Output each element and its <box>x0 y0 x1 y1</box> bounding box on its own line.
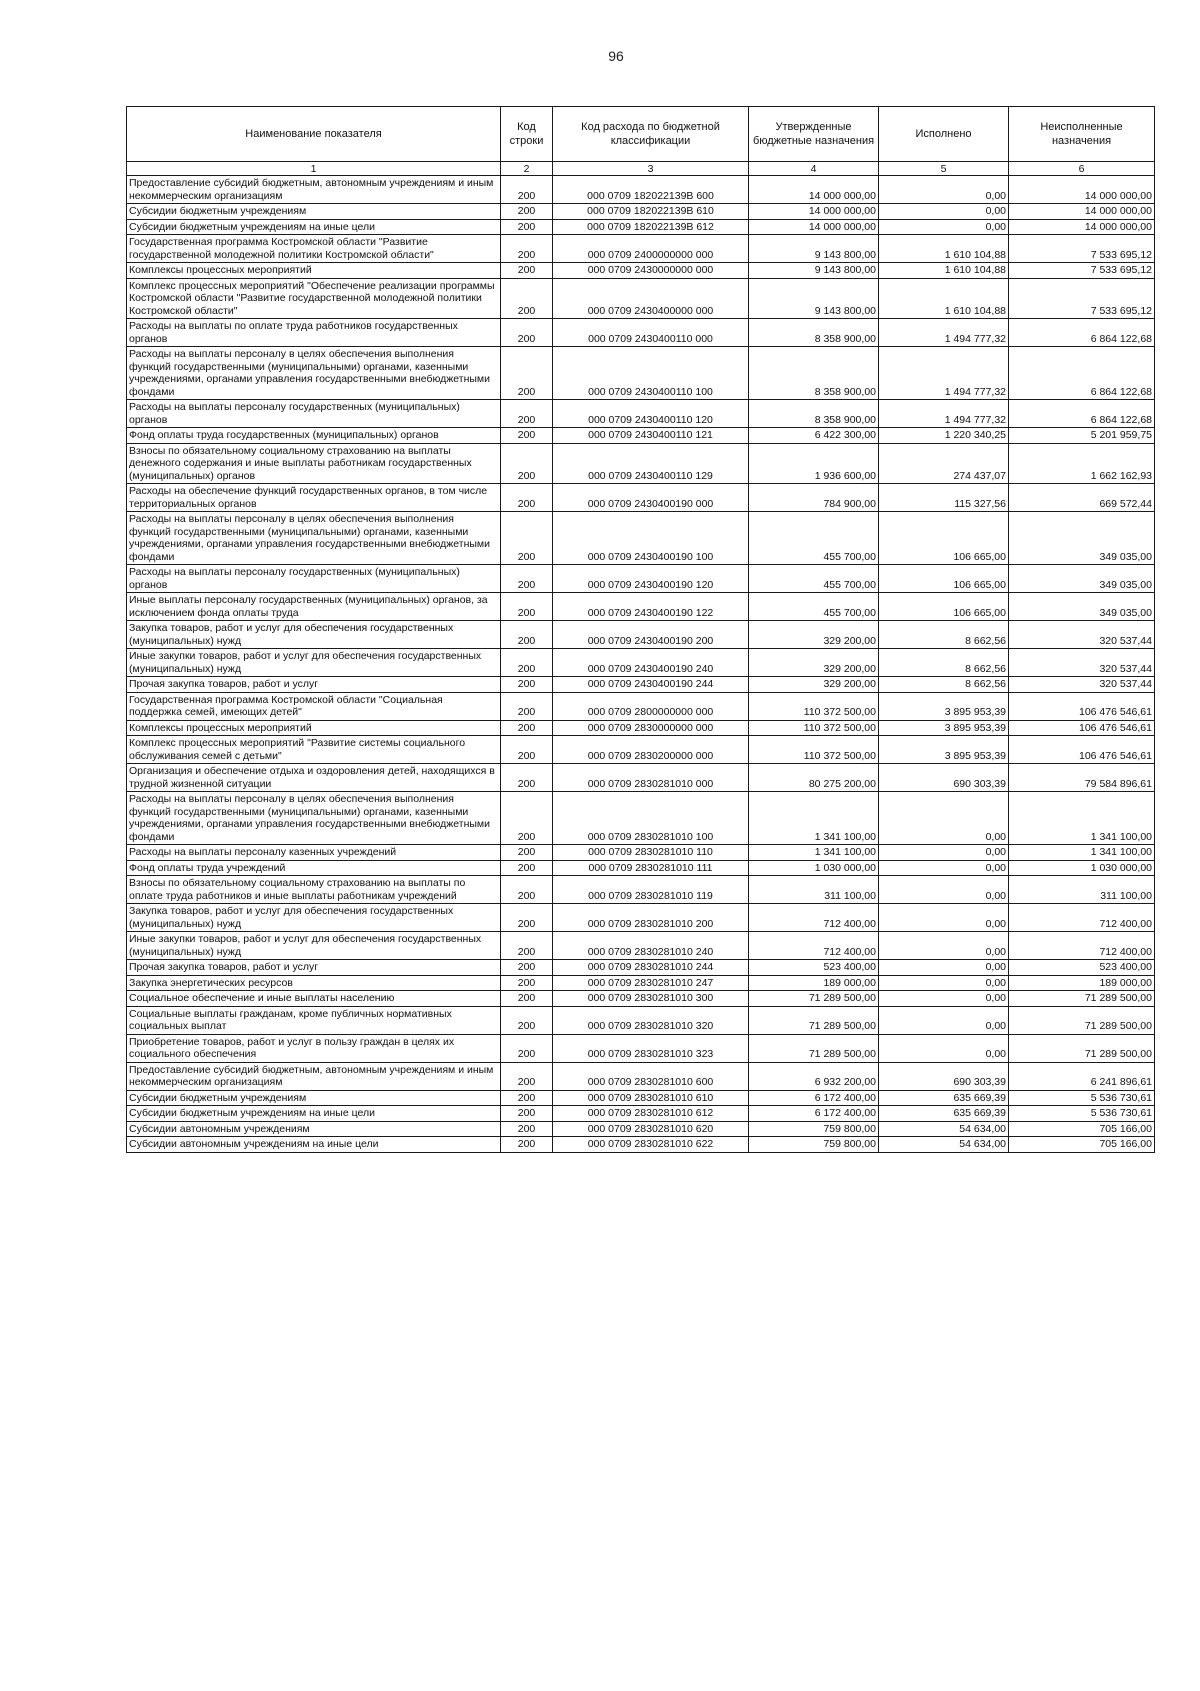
row-unexecuted: 71 289 500,00 <box>1009 1034 1155 1062</box>
row-classification-code: 000 0709 2830281010 600 <box>553 1062 749 1090</box>
row-classification-code: 000 0709 2830281010 323 <box>553 1034 749 1062</box>
table-row <box>127 736 1155 764</box>
row-line-code: 200 <box>501 845 553 861</box>
header-line-code: Код строки <box>501 107 553 162</box>
row-name: Субсидии бюджетным учреждениям <box>127 204 501 220</box>
row-line-code: 200 <box>501 428 553 444</box>
row-line-code: 200 <box>501 792 553 845</box>
table-row <box>127 400 1155 428</box>
row-name: Расходы на обеспечение функций государственных органов, в том числе территориальных органов <box>127 484 501 512</box>
header-titles-row <box>127 107 1155 162</box>
row-unexecuted: 523 400,00 <box>1009 960 1155 976</box>
table-row <box>127 278 1155 319</box>
row-executed: 0,00 <box>879 1034 1009 1062</box>
row-classification-code: 000 0709 2830281010 110 <box>553 845 749 861</box>
row-line-code: 200 <box>501 443 553 484</box>
row-unexecuted: 712 400,00 <box>1009 904 1155 932</box>
row-line-code: 200 <box>501 932 553 960</box>
header-indicator-name: Наименование показателя <box>127 107 501 162</box>
row-executed: 1 220 340,25 <box>879 428 1009 444</box>
table-row <box>127 991 1155 1007</box>
row-unexecuted: 106 476 546,61 <box>1009 692 1155 720</box>
row-approved: 759 800,00 <box>749 1121 879 1137</box>
row-approved: 71 289 500,00 <box>749 1034 879 1062</box>
row-name: Государственная программа Костромской области "Развитие государственной молодежной политики Костромской области" <box>127 235 501 263</box>
row-executed: 0,00 <box>879 991 1009 1007</box>
row-approved: 1 341 100,00 <box>749 845 879 861</box>
row-name: Закупка энергетических ресурсов <box>127 975 501 991</box>
row-executed: 1 610 104,88 <box>879 235 1009 263</box>
row-line-code: 200 <box>501 278 553 319</box>
row-classification-code: 000 0709 2430000000 000 <box>553 263 749 279</box>
row-name: Субсидии бюджетным учреждениям на иные цели <box>127 219 501 235</box>
row-name: Фонд оплаты труда учреждений <box>127 860 501 876</box>
row-executed: 1 610 104,88 <box>879 278 1009 319</box>
row-unexecuted: 712 400,00 <box>1009 932 1155 960</box>
header-num-4: 4 <box>749 162 879 176</box>
row-classification-code: 000 0709 2830200000 000 <box>553 736 749 764</box>
row-approved: 9 143 800,00 <box>749 235 879 263</box>
row-classification-code: 000 0709 2430400190 200 <box>553 621 749 649</box>
header-num-6: 6 <box>1009 162 1155 176</box>
row-unexecuted: 320 537,44 <box>1009 649 1155 677</box>
table-header <box>127 107 1155 176</box>
row-name: Комплекс процессных мероприятий "Обеспечение реализации программы Костромской области "Развитие государственной молодежной политики Костромской области" <box>127 278 501 319</box>
row-executed: 3 895 953,39 <box>879 736 1009 764</box>
header-numbers-row <box>127 162 1155 176</box>
row-name: Расходы на выплаты персоналу в целях обеспечения выполнения функций государственными (муниципальными) органами, казенными учреждениями, органами управления государственными внебюджетными фондами <box>127 792 501 845</box>
row-executed: 0,00 <box>879 960 1009 976</box>
row-executed: 690 303,39 <box>879 1062 1009 1090</box>
row-name: Взносы по обязательному социальному страхованию на выплаты денежного содержания и иные выплаты работникам государственных (муниципальных) органов <box>127 443 501 484</box>
row-unexecuted: 14 000 000,00 <box>1009 176 1155 204</box>
table-row <box>127 235 1155 263</box>
row-approved: 110 372 500,00 <box>749 692 879 720</box>
row-executed: 0,00 <box>879 904 1009 932</box>
row-classification-code: 000 0709 2430400110 121 <box>553 428 749 444</box>
row-classification-code: 000 0709 2430400110 000 <box>553 319 749 347</box>
row-line-code: 200 <box>501 400 553 428</box>
row-approved: 8 358 900,00 <box>749 400 879 428</box>
row-name: Комплексы процессных мероприятий <box>127 720 501 736</box>
row-approved: 110 372 500,00 <box>749 720 879 736</box>
row-classification-code: 000 0709 2830281010 000 <box>553 764 749 792</box>
row-name: Субсидии автономным учреждениям на иные цели <box>127 1137 501 1153</box>
table-row <box>127 860 1155 876</box>
row-line-code: 200 <box>501 860 553 876</box>
row-name: Предоставление субсидий бюджетным, автономным учреждениям и иным некоммерческим организациям <box>127 176 501 204</box>
row-classification-code: 000 0709 2430400190 000 <box>553 484 749 512</box>
budget-execution-table <box>126 106 1155 1153</box>
table-row <box>127 593 1155 621</box>
row-classification-code: 000 0709 2830281010 100 <box>553 792 749 845</box>
row-approved: 110 372 500,00 <box>749 736 879 764</box>
row-classification-code: 000 0709 2830000000 000 <box>553 720 749 736</box>
table-row <box>127 428 1155 444</box>
table-row <box>127 621 1155 649</box>
row-line-code: 200 <box>501 975 553 991</box>
row-unexecuted: 7 533 695,12 <box>1009 278 1155 319</box>
row-executed: 0,00 <box>879 204 1009 220</box>
row-unexecuted: 349 035,00 <box>1009 593 1155 621</box>
row-unexecuted: 1 341 100,00 <box>1009 845 1155 861</box>
row-approved: 6 932 200,00 <box>749 1062 879 1090</box>
row-line-code: 200 <box>501 991 553 1007</box>
header-approved: Утвержденные бюджетные назначения <box>749 107 879 162</box>
row-approved: 311 100,00 <box>749 876 879 904</box>
row-unexecuted: 320 537,44 <box>1009 621 1155 649</box>
row-line-code: 200 <box>501 677 553 693</box>
row-approved: 1 030 000,00 <box>749 860 879 876</box>
header-num-5: 5 <box>879 162 1009 176</box>
row-classification-code: 000 0709 2430400110 120 <box>553 400 749 428</box>
row-line-code: 200 <box>501 204 553 220</box>
row-name: Взносы по обязательному социальному страхованию на выплаты по оплате труда работников и иные выплаты работникам учреждений <box>127 876 501 904</box>
row-approved: 712 400,00 <box>749 904 879 932</box>
row-classification-code: 000 0709 2830281010 610 <box>553 1090 749 1106</box>
row-name: Прочая закупка товаров, работ и услуг <box>127 677 501 693</box>
row-unexecuted: 14 000 000,00 <box>1009 204 1155 220</box>
row-executed: 115 327,56 <box>879 484 1009 512</box>
row-approved: 329 200,00 <box>749 649 879 677</box>
table-row <box>127 975 1155 991</box>
row-name: Фонд оплаты труда государственных (муниципальных) органов <box>127 428 501 444</box>
row-name: Иные закупки товаров, работ и услуг для обеспечения государственных (муниципальных) нужд <box>127 932 501 960</box>
row-line-code: 200 <box>501 1106 553 1122</box>
row-unexecuted: 1 662 162,93 <box>1009 443 1155 484</box>
row-line-code: 200 <box>501 764 553 792</box>
row-classification-code: 000 0709 2430400190 244 <box>553 677 749 693</box>
row-classification-code: 000 0709 182022139В 610 <box>553 204 749 220</box>
row-executed: 54 634,00 <box>879 1137 1009 1153</box>
row-executed: 8 662,56 <box>879 649 1009 677</box>
row-approved: 14 000 000,00 <box>749 219 879 235</box>
row-unexecuted: 6 864 122,68 <box>1009 400 1155 428</box>
row-executed: 0,00 <box>879 876 1009 904</box>
row-executed: 1 494 777,32 <box>879 400 1009 428</box>
row-approved: 189 000,00 <box>749 975 879 991</box>
header-classification-code: Код расхода по бюджетной классификации <box>553 107 749 162</box>
row-approved: 1 936 600,00 <box>749 443 879 484</box>
row-unexecuted: 349 035,00 <box>1009 565 1155 593</box>
table-row <box>127 876 1155 904</box>
row-unexecuted: 705 166,00 <box>1009 1121 1155 1137</box>
row-name: Комплексы процессных мероприятий <box>127 263 501 279</box>
table-body <box>127 176 1155 1153</box>
row-name: Социальное обеспечение и иные выплаты населению <box>127 991 501 1007</box>
header-unexecuted: Неисполненные назначения <box>1009 107 1155 162</box>
row-line-code: 200 <box>501 621 553 649</box>
table-row <box>127 677 1155 693</box>
row-approved: 9 143 800,00 <box>749 278 879 319</box>
row-unexecuted: 7 533 695,12 <box>1009 263 1155 279</box>
row-executed: 0,00 <box>879 219 1009 235</box>
row-classification-code: 000 0709 2830281010 300 <box>553 991 749 1007</box>
table-row <box>127 764 1155 792</box>
row-line-code: 200 <box>501 484 553 512</box>
row-classification-code: 000 0709 2800000000 000 <box>553 692 749 720</box>
row-name: Расходы на выплаты персоналу государственных (муниципальных) органов <box>127 400 501 428</box>
row-approved: 9 143 800,00 <box>749 263 879 279</box>
table-row <box>127 204 1155 220</box>
row-name: Предоставление субсидий бюджетным, автономным учреждениям и иным некоммерческим организациям <box>127 1062 501 1090</box>
row-executed: 0,00 <box>879 845 1009 861</box>
row-executed: 0,00 <box>879 860 1009 876</box>
row-unexecuted: 6 864 122,68 <box>1009 319 1155 347</box>
row-unexecuted: 349 035,00 <box>1009 512 1155 565</box>
row-line-code: 200 <box>501 565 553 593</box>
row-name: Расходы на выплаты персоналу государственных (муниципальных) органов <box>127 565 501 593</box>
table-row <box>127 960 1155 976</box>
row-unexecuted: 7 533 695,12 <box>1009 235 1155 263</box>
row-line-code: 200 <box>501 1034 553 1062</box>
table-row <box>127 176 1155 204</box>
header-num-2: 2 <box>501 162 553 176</box>
row-approved: 523 400,00 <box>749 960 879 976</box>
row-classification-code: 000 0709 2430400190 100 <box>553 512 749 565</box>
row-classification-code: 000 0709 2430400190 120 <box>553 565 749 593</box>
row-classification-code: 000 0709 2430400190 122 <box>553 593 749 621</box>
row-classification-code: 000 0709 182022139В 600 <box>553 176 749 204</box>
header-executed: Исполнено <box>879 107 1009 162</box>
table-row <box>127 1137 1155 1153</box>
row-name: Комплекс процессных мероприятий "Развитие системы социального обслуживания семей с детьми" <box>127 736 501 764</box>
row-unexecuted: 320 537,44 <box>1009 677 1155 693</box>
row-executed: 0,00 <box>879 932 1009 960</box>
row-line-code: 200 <box>501 1137 553 1153</box>
row-approved: 14 000 000,00 <box>749 176 879 204</box>
row-approved: 329 200,00 <box>749 621 879 649</box>
row-line-code: 200 <box>501 960 553 976</box>
row-line-code: 200 <box>501 904 553 932</box>
row-approved: 6 172 400,00 <box>749 1106 879 1122</box>
row-name: Расходы на выплаты персоналу казенных учреждений <box>127 845 501 861</box>
row-classification-code: 000 0709 2830281010 244 <box>553 960 749 976</box>
row-unexecuted: 71 289 500,00 <box>1009 1006 1155 1034</box>
row-classification-code: 000 0709 2430400000 000 <box>553 278 749 319</box>
row-executed: 3 895 953,39 <box>879 720 1009 736</box>
row-approved: 8 358 900,00 <box>749 347 879 400</box>
row-name: Закупка товаров, работ и услуг для обеспечения государственных (муниципальных) нужд <box>127 621 501 649</box>
row-approved: 455 700,00 <box>749 512 879 565</box>
row-name: Иные закупки товаров, работ и услуг для обеспечения государственных (муниципальных) нужд <box>127 649 501 677</box>
row-approved: 71 289 500,00 <box>749 991 879 1007</box>
row-name: Прочая закупка товаров, работ и услуг <box>127 960 501 976</box>
table-row <box>127 512 1155 565</box>
table-row <box>127 347 1155 400</box>
row-line-code: 200 <box>501 1121 553 1137</box>
row-line-code: 200 <box>501 235 553 263</box>
row-executed: 0,00 <box>879 792 1009 845</box>
row-unexecuted: 106 476 546,61 <box>1009 720 1155 736</box>
row-approved: 712 400,00 <box>749 932 879 960</box>
row-classification-code: 000 0709 2430400110 129 <box>553 443 749 484</box>
row-line-code: 200 <box>501 1062 553 1090</box>
row-executed: 0,00 <box>879 1006 1009 1034</box>
table-row <box>127 1006 1155 1034</box>
row-line-code: 200 <box>501 263 553 279</box>
row-classification-code: 000 0709 2830281010 620 <box>553 1121 749 1137</box>
table-row <box>127 219 1155 235</box>
row-executed: 1 494 777,32 <box>879 347 1009 400</box>
row-name: Расходы на выплаты персоналу в целях обеспечения выполнения функций государственными (муниципальными) органами, казенными учреждениями, органами управления государственными внебюджетными фондами <box>127 512 501 565</box>
row-executed: 690 303,39 <box>879 764 1009 792</box>
row-line-code: 200 <box>501 720 553 736</box>
row-unexecuted: 1 030 000,00 <box>1009 860 1155 876</box>
row-approved: 1 341 100,00 <box>749 792 879 845</box>
row-approved: 455 700,00 <box>749 565 879 593</box>
row-executed: 274 437,07 <box>879 443 1009 484</box>
table-row <box>127 1090 1155 1106</box>
table-row <box>127 792 1155 845</box>
row-executed: 106 665,00 <box>879 593 1009 621</box>
row-executed: 8 662,56 <box>879 621 1009 649</box>
table-row <box>127 720 1155 736</box>
table-row <box>127 904 1155 932</box>
row-line-code: 200 <box>501 649 553 677</box>
header-num-1: 1 <box>127 162 501 176</box>
row-name: Социальные выплаты гражданам, кроме публичных нормативных социальных выплат <box>127 1006 501 1034</box>
row-executed: 106 665,00 <box>879 565 1009 593</box>
page-number: 96 <box>608 48 624 64</box>
row-classification-code: 000 0709 2830281010 612 <box>553 1106 749 1122</box>
row-line-code: 200 <box>501 1090 553 1106</box>
row-line-code: 200 <box>501 736 553 764</box>
table-row <box>127 1034 1155 1062</box>
row-line-code: 200 <box>501 512 553 565</box>
table-row <box>127 443 1155 484</box>
row-line-code: 200 <box>501 876 553 904</box>
row-classification-code: 000 0709 2430400190 240 <box>553 649 749 677</box>
row-name: Расходы на выплаты персоналу в целях обеспечения выполнения функций государственными (муниципальными) органами, казенными учреждениями, органами управления государственными внебюджетными фондами <box>127 347 501 400</box>
row-classification-code: 000 0709 2830281010 247 <box>553 975 749 991</box>
row-executed: 0,00 <box>879 176 1009 204</box>
table-row <box>127 1121 1155 1137</box>
row-unexecuted: 6 241 896,61 <box>1009 1062 1155 1090</box>
row-unexecuted: 705 166,00 <box>1009 1137 1155 1153</box>
row-line-code: 200 <box>501 319 553 347</box>
table-row <box>127 1062 1155 1090</box>
row-name: Приобретение товаров, работ и услуг в пользу граждан в целях их социального обеспечения <box>127 1034 501 1062</box>
row-classification-code: 000 0709 2830281010 119 <box>553 876 749 904</box>
row-unexecuted: 1 341 100,00 <box>1009 792 1155 845</box>
row-name: Государственная программа Костромской области "Социальная поддержка семей, имеющих детей" <box>127 692 501 720</box>
row-executed: 106 665,00 <box>879 512 1009 565</box>
table-row <box>127 692 1155 720</box>
row-unexecuted: 79 584 896,61 <box>1009 764 1155 792</box>
row-name: Субсидии автономным учреждениям <box>127 1121 501 1137</box>
row-executed: 1 494 777,32 <box>879 319 1009 347</box>
row-classification-code: 000 0709 2830281010 200 <box>553 904 749 932</box>
row-classification-code: 000 0709 2400000000 000 <box>553 235 749 263</box>
row-approved: 784 900,00 <box>749 484 879 512</box>
row-unexecuted: 669 572,44 <box>1009 484 1155 512</box>
row-unexecuted: 71 289 500,00 <box>1009 991 1155 1007</box>
row-unexecuted: 14 000 000,00 <box>1009 219 1155 235</box>
row-unexecuted: 311 100,00 <box>1009 876 1155 904</box>
row-approved: 329 200,00 <box>749 677 879 693</box>
row-unexecuted: 106 476 546,61 <box>1009 736 1155 764</box>
row-executed: 0,00 <box>879 975 1009 991</box>
row-executed: 635 669,39 <box>879 1090 1009 1106</box>
row-executed: 1 610 104,88 <box>879 263 1009 279</box>
row-executed: 635 669,39 <box>879 1106 1009 1122</box>
row-line-code: 200 <box>501 176 553 204</box>
row-approved: 71 289 500,00 <box>749 1006 879 1034</box>
row-approved: 14 000 000,00 <box>749 204 879 220</box>
row-executed: 8 662,56 <box>879 677 1009 693</box>
row-approved: 6 422 300,00 <box>749 428 879 444</box>
table-row <box>127 484 1155 512</box>
row-classification-code: 000 0709 2830281010 320 <box>553 1006 749 1034</box>
row-approved: 759 800,00 <box>749 1137 879 1153</box>
row-name: Субсидии бюджетным учреждениям <box>127 1090 501 1106</box>
row-name: Иные выплаты персоналу государственных (муниципальных) органов, за исключением фонда оплаты труда <box>127 593 501 621</box>
table-row <box>127 649 1155 677</box>
row-line-code: 200 <box>501 347 553 400</box>
row-approved: 455 700,00 <box>749 593 879 621</box>
row-name: Субсидии бюджетным учреждениям на иные цели <box>127 1106 501 1122</box>
table-row <box>127 319 1155 347</box>
row-unexecuted: 6 864 122,68 <box>1009 347 1155 400</box>
row-line-code: 200 <box>501 1006 553 1034</box>
table-row <box>127 845 1155 861</box>
row-approved: 80 275 200,00 <box>749 764 879 792</box>
table-row <box>127 932 1155 960</box>
row-classification-code: 000 0709 182022139В 612 <box>553 219 749 235</box>
row-classification-code: 000 0709 2430400110 100 <box>553 347 749 400</box>
row-approved: 6 172 400,00 <box>749 1090 879 1106</box>
row-approved: 8 358 900,00 <box>749 319 879 347</box>
row-line-code: 200 <box>501 593 553 621</box>
table-row <box>127 565 1155 593</box>
row-unexecuted: 189 000,00 <box>1009 975 1155 991</box>
row-classification-code: 000 0709 2830281010 622 <box>553 1137 749 1153</box>
row-line-code: 200 <box>501 219 553 235</box>
row-unexecuted: 5 536 730,61 <box>1009 1090 1155 1106</box>
row-executed: 54 634,00 <box>879 1121 1009 1137</box>
row-line-code: 200 <box>501 692 553 720</box>
row-name: Закупка товаров, работ и услуг для обеспечения государственных (муниципальных) нужд <box>127 904 501 932</box>
table-row <box>127 1106 1155 1122</box>
header-num-3: 3 <box>553 162 749 176</box>
row-unexecuted: 5 201 959,75 <box>1009 428 1155 444</box>
row-name: Расходы на выплаты по оплате труда работников государственных органов <box>127 319 501 347</box>
row-classification-code: 000 0709 2830281010 240 <box>553 932 749 960</box>
row-executed: 3 895 953,39 <box>879 692 1009 720</box>
table-row <box>127 263 1155 279</box>
row-unexecuted: 5 536 730,61 <box>1009 1106 1155 1122</box>
row-classification-code: 000 0709 2830281010 111 <box>553 860 749 876</box>
row-name: Организация и обеспечение отдыха и оздоровления детей, находящихся в трудной жизненной ситуации <box>127 764 501 792</box>
